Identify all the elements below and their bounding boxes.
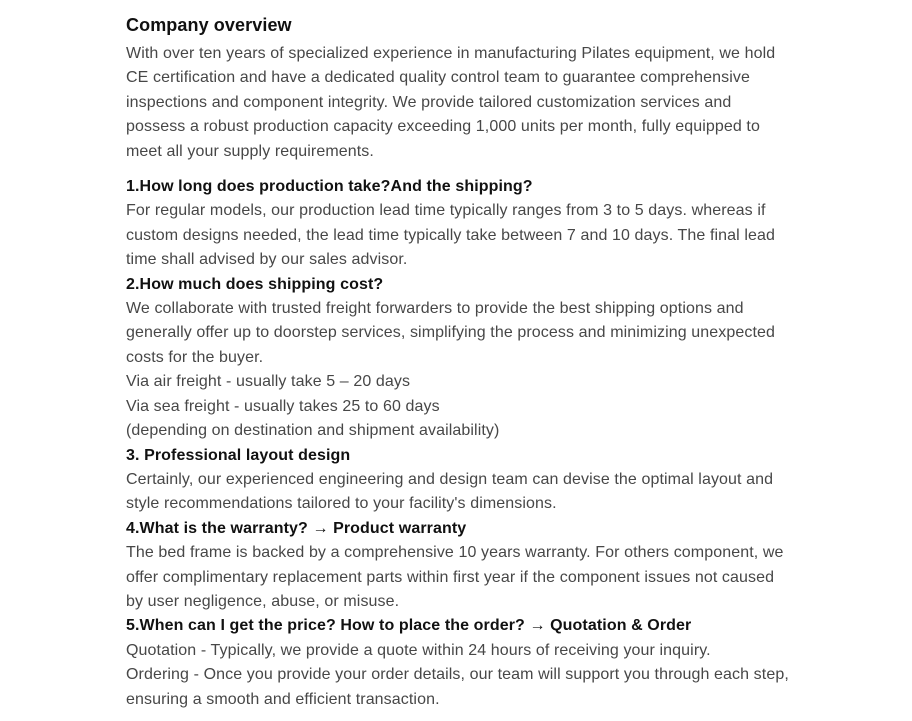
faq-section xyxy=(126,444,794,517)
section-paragraph: (depending on destination and shipment availability) xyxy=(126,422,500,440)
company-intro-paragraph: With over ten years of specialized experience in manufacturing Pilates equipment, we hold CE certification and have a dedicated quality control team to guarantee comprehensive inspections and component integrity. We provide tailored customization services and possess a robust production capacity exceeding 1,000 units per month, fully equipped to meet all your supply requirements. xyxy=(126,45,776,160)
section-paragraph: We collaborate with trusted freight forwarders to provide the best shipping options and generally offer up to doorstep services, simplifying the process and minimizing unexpected costs for the buyer. xyxy=(126,300,776,366)
section-paragraph: Quotation - Typically, we provide a quote within 24 hours of receiving your inquiry. xyxy=(126,641,711,659)
section-heading: 4.What is the warranty? → Product warranty xyxy=(126,519,467,537)
section-paragraph: For regular models, our production lead time typically ranges from 3 to 5 days. whereas if custom designs needed, the lead time typically take between 7 and 10 days. The final lead time shall advised by our sales advisor. xyxy=(126,202,776,269)
section-paragraph: Ordering - Once you provide your order details, our team will support you through each step, ensuring a smooth and efficient transaction. xyxy=(126,666,789,708)
section-paragraph: Via sea freight - usually takes 25 to 60 days xyxy=(126,397,440,415)
section-paragraph: Via air freight - usually take 5 – 20 days xyxy=(126,373,411,391)
faq-section xyxy=(126,614,794,712)
section-heading: 5.When can I get the price? How to place the order? → Quotation & Order xyxy=(126,617,692,635)
section-heading: 1.How long does production take?And the shipping? xyxy=(126,178,533,196)
section-paragraphs xyxy=(126,639,794,712)
section-paragraphs xyxy=(126,468,794,517)
section-paragraph: Certainly, our experienced engineering and design team can devise the optimal layout and style recommendations tailored to your facility's dimensions. xyxy=(126,470,774,513)
section-heading: 2.How much does shipping cost? xyxy=(126,275,384,293)
section-paragraphs xyxy=(126,541,794,614)
company-overview-document xyxy=(126,12,794,712)
section-paragraphs xyxy=(126,199,794,272)
section-paragraph: The bed frame is backed by a comprehensive 10 years warranty. For others component, we offer complimentary replacement parts within first year if the component issues not caused by user negligence, abuse, or misuse. xyxy=(126,544,784,610)
faq-section xyxy=(126,273,794,444)
faq-section xyxy=(126,175,794,273)
section-paragraphs xyxy=(126,297,794,443)
page-title: Company overview xyxy=(126,15,292,35)
faq-sections xyxy=(126,175,794,712)
section-heading: 3. Professional layout design xyxy=(126,446,351,464)
faq-section xyxy=(126,517,794,615)
